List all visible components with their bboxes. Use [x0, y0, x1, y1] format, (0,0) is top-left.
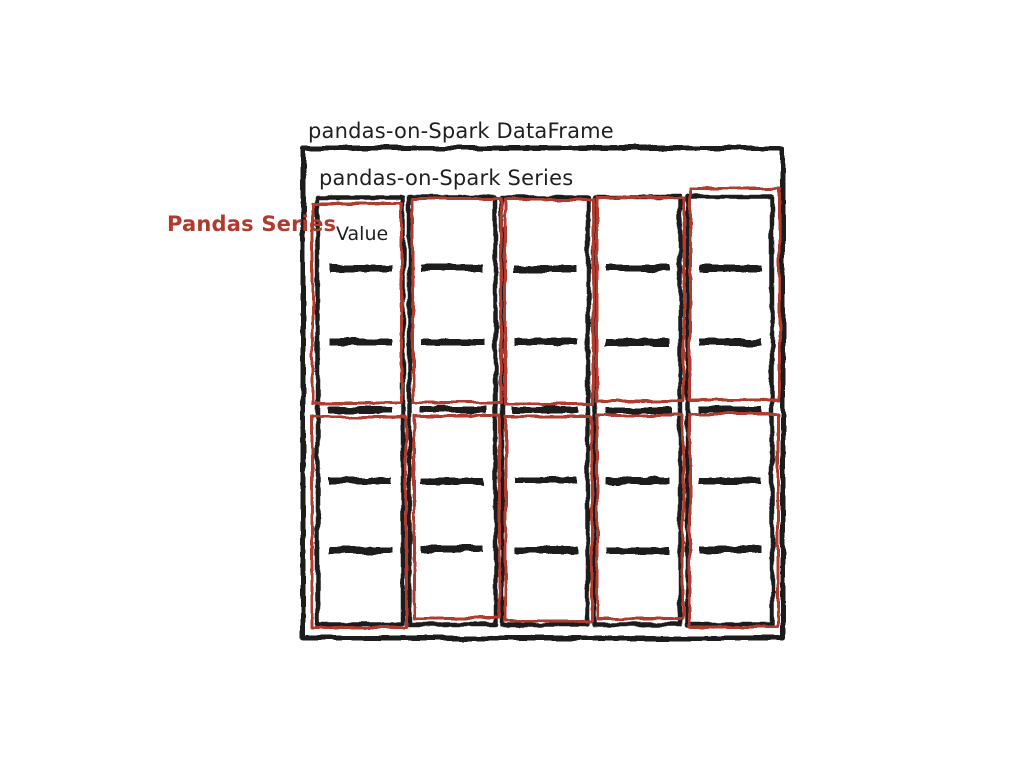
pandas-series-outline-bottom-2 [414, 416, 500, 618]
pandas-series-outline-bottom-3 [506, 417, 592, 621]
pandas-series-label: Pandas Series [167, 212, 337, 236]
pandas-series-outline-top-2 [413, 199, 501, 403]
dataframe-title: pandas-on-Spark DataFrame [308, 119, 614, 143]
pandas-series-outline-bottom-4 [597, 415, 683, 619]
pandas-series-outline-bottom-1 [312, 417, 406, 628]
pandas-series-outline-top-4 [597, 198, 684, 402]
pandas-series-outline-top-3 [505, 200, 594, 405]
pandas-series-outline-top-5 [690, 188, 780, 400]
value-column-header: Value [336, 223, 389, 245]
series-label: pandas-on-Spark Series [319, 166, 574, 190]
pandas-series-outline-bottom-5 [690, 414, 778, 627]
value-dashes [328, 268, 762, 551]
dataframe-frame [303, 148, 783, 638]
